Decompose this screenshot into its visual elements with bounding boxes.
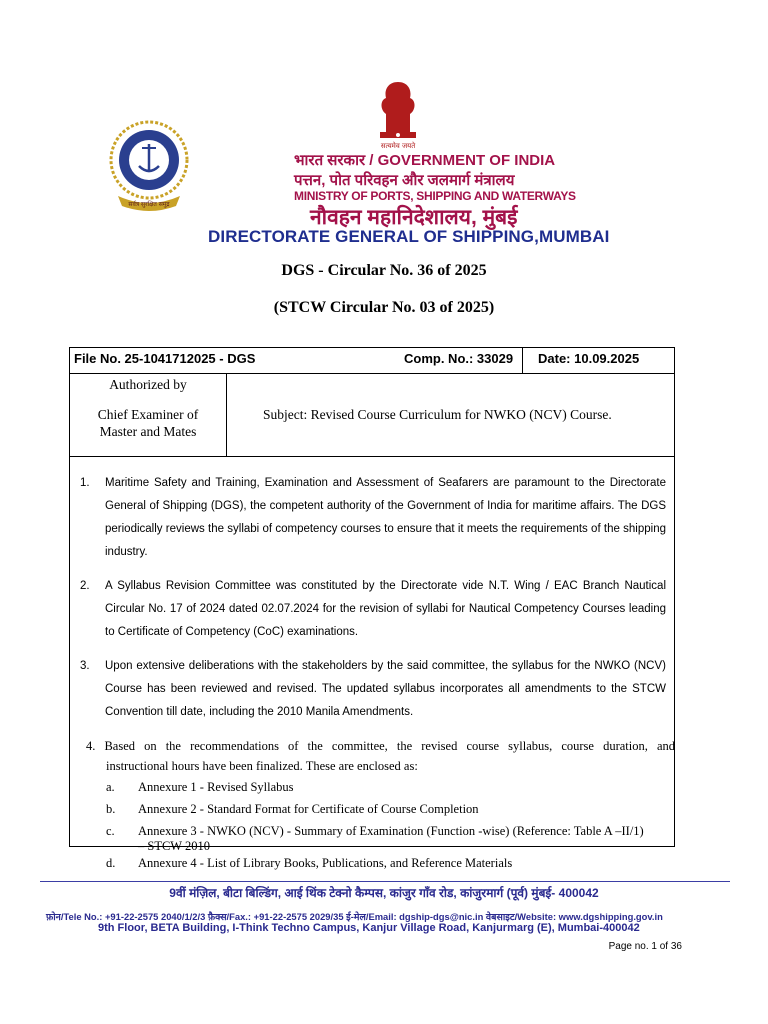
paragraph-4-cont: instructional hours have been finalized. These are enclosed as: [106, 759, 418, 773]
footer-address-en: 9th Floor, BETA Building, I-Think Techno Campus, Kanjur Village Road, Kanjurmarg (E), Mumbai-400042 [98, 922, 640, 934]
paragraph-text: Maritime Safety and Training, Examination and Assessment of Seafarers are paramount to the Directorate General of Shipping (DGS), the competent authority of the Government of India for maritime affairs. The DGS periodically reviews the syllabi of competency courses to ensure that it meets the requirements of the shipping industry. [105, 477, 666, 558]
divider [522, 348, 523, 373]
annexure-text: Annexure 1 - Revised Syllabus [138, 780, 294, 794]
file-number: File No. 25-1041712025 - DGS [74, 351, 256, 366]
circular-title: DGS - Circular No. 36 of 2025 [281, 262, 487, 279]
divider [226, 373, 227, 456]
logo-motto: सर्वत्र सुरक्षित समुद्र [128, 201, 170, 208]
page-number: Page no. 1 of 36 [608, 941, 682, 952]
footer-rule [40, 881, 730, 882]
file-row [70, 348, 674, 374]
authority-line-2: Master and Mates [99, 424, 197, 439]
comp-number: Comp. No.: 33029 [404, 351, 514, 366]
paragraph-4 [86, 736, 675, 776]
subject-line: Subject: Revised Course Curriculum for NWKO (NCV) Course. [263, 407, 612, 422]
annexure-text: Annexure 3 - NWKO (NCV) - Summary of Examination (Function -wise) (Reference: Table A –II/1) [138, 824, 644, 838]
annexure-text: Annexure 2 - Standard Format for Certificate of Course Completion [138, 802, 479, 816]
paragraph-text: A Syllabus Revision Committee was constituted by the Directorate vide N.T. Wing / EAC Branch Nautical Circular No. 17 of 2024 dated 02.07.2024 for the revision of syllabi for Nautical Competency Courses leading to Certificate of Competency (CoC) examinations. [105, 580, 666, 638]
header-dg-hindi: नौवहन महानिदेशालय, मुंबई [310, 206, 518, 229]
annexure-label: a. [106, 780, 115, 794]
paragraph-number: 2. [80, 580, 90, 592]
annexure-label: c. [106, 824, 115, 838]
authority-line-1: Chief Examiner of [97, 407, 199, 422]
national-emblem [366, 76, 430, 152]
footer-address-hindi: 9वीं मंज़िल, बीटा बिल्डिंग, आई थिंक टेक्नो कैम्पस, कांजुर गाँव रोड, कांजुरमार्ग (पूर्व) मुंबई- 400042 [169, 886, 599, 900]
header-dg-en: DIRECTORATE GENERAL OF SHIPPING,MUMBAI [208, 227, 610, 246]
header-ministry-en: MINISTRY OF PORTS, SHIPPING AND WATERWAYS [294, 189, 576, 203]
circular-subtitle: (STCW Circular No. 03 of 2025) [273, 299, 495, 316]
paragraph-text: Upon extensive deliberations with the stakeholders by the said committee, the syllabus for the NWKO (NCV) Course has been reviewed and revised. The updated syllabus incorporates all amendments to the STCW Convention till date, including the 2010 Manila Amendments. [105, 660, 666, 718]
annexure-label: d. [106, 856, 116, 870]
annexure-label: b. [106, 802, 116, 816]
dgs-logo [106, 118, 192, 222]
header-govt: भारत सरकार / GOVERNMENT OF INDIA [294, 152, 556, 169]
header-ministry-hindi: पत्तन, पोत परिवहन और जलमार्ग मंत्रालय [294, 172, 515, 189]
authority-row [70, 373, 674, 457]
paragraph-2 [80, 575, 666, 644]
paragraph-1 [80, 472, 666, 564]
circular-date: Date: 10.09.2025 [538, 351, 640, 366]
annexure-text: – STCW 2010 [138, 839, 210, 853]
emblem-motto: सत्यमेव जयते [380, 142, 416, 150]
paragraph-number: 3. [80, 660, 90, 672]
paragraph-3 [80, 655, 666, 724]
footer-contact: फ़ोन/Tele No.: +91-22-2575 2040/1/2/3 फ़ैक्स/Fax.: +91-22-2575 2029/35 ई-मेल/Email: dgship-dgs@nic.in वेबसाइट/Website: www.dgshipping.gov.in [46, 911, 663, 922]
paragraph-number: 1. [80, 477, 90, 489]
authorized-by-label: Authorized by [109, 377, 187, 392]
annexure-text: Annexure 4 - List of Library Books, Publications, and Reference Materials [138, 856, 513, 870]
paragraph-4-lead: 4. Based on the recommendations of the committee, the revised course syllabus, course duration, and [86, 739, 675, 753]
